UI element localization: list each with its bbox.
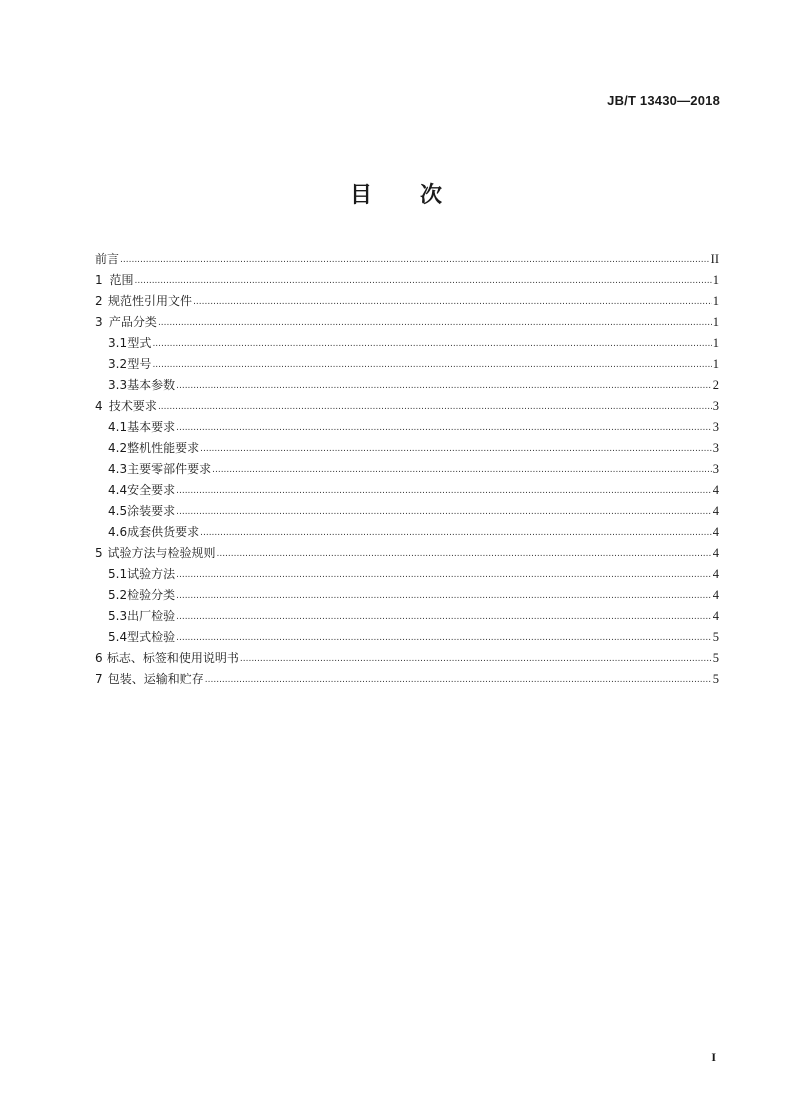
toc-entry-label: 安全要求	[127, 483, 176, 497]
toc-entry-page: 1	[712, 273, 719, 287]
toc-entry[interactable]	[95, 665, 719, 686]
toc-entry-label: 试验方法	[127, 567, 176, 581]
toc-entry[interactable]	[95, 518, 719, 539]
toc-dot-leader	[158, 402, 712, 413]
toc-dot-leader	[176, 381, 712, 392]
toc-entry[interactable]	[95, 371, 719, 392]
toc-entry-page: 4	[712, 525, 719, 539]
toc-entry-page: 4	[712, 567, 719, 581]
toc-dot-leader	[176, 507, 712, 518]
toc-entry-label: 型号	[127, 357, 152, 371]
toc-dot-leader	[176, 612, 712, 623]
toc-entry-number: 1	[95, 273, 103, 287]
toc-dot-leader	[200, 528, 712, 539]
toc-dot-leader	[205, 675, 712, 686]
toc-dot-leader	[120, 255, 710, 266]
toc-entry-number: 3	[95, 315, 103, 329]
toc-entry-number: 3.3	[108, 378, 128, 392]
toc-entry-label: 型式检验	[127, 630, 176, 644]
toc-entry-number: 4	[95, 399, 103, 413]
toc-entry-number: 4.4	[108, 483, 128, 497]
toc-entry-number: 6	[95, 651, 103, 665]
toc-entry[interactable]	[95, 308, 719, 329]
toc-entry-label: 技术要求	[108, 399, 157, 413]
toc-title-char-1: 目	[349, 183, 372, 208]
toc-entry[interactable]	[95, 539, 719, 560]
toc-dot-leader	[176, 570, 712, 581]
toc-title	[0, 178, 792, 209]
toc-entry-label: 出厂检验	[127, 609, 176, 623]
toc-entry-number: 5	[95, 546, 103, 560]
toc-entry[interactable]	[95, 245, 719, 266]
toc-entry-label: 成套供货要求	[127, 525, 200, 539]
toc-entry-number: 4.6	[108, 525, 128, 539]
toc-entry[interactable]	[95, 476, 719, 497]
toc-dot-leader	[176, 486, 712, 497]
toc-entry-page: 4	[712, 609, 719, 623]
toc-entry-page: 1	[712, 315, 719, 329]
toc-dot-leader	[176, 423, 712, 434]
toc-entry[interactable]	[95, 623, 719, 644]
toc-entry[interactable]	[95, 413, 719, 434]
toc-entry-label: 涂装要求	[127, 504, 176, 518]
toc-dot-leader	[212, 465, 712, 476]
toc-entry-label: 基本要求	[127, 420, 176, 434]
toc-entry[interactable]	[95, 581, 719, 602]
toc-dot-leader	[176, 591, 712, 602]
toc-entry-number: 3.2	[108, 357, 128, 371]
toc-entry-label: 整机性能要求	[127, 441, 200, 455]
toc-entry-page: 4	[712, 546, 719, 560]
toc-entry[interactable]	[95, 350, 719, 371]
toc-entry[interactable]	[95, 560, 719, 581]
toc-entry-label: 主要零部件要求	[127, 462, 212, 476]
toc-entry-page: 3	[712, 420, 719, 434]
toc-entry-label: 范围	[109, 273, 134, 287]
toc-entry-label: 基本参数	[127, 378, 176, 392]
toc-entry-number: 5.2	[108, 588, 128, 602]
toc-entry-page: 5	[712, 672, 719, 686]
toc-entry[interactable]	[95, 329, 719, 350]
toc-entry-page: 2	[712, 378, 719, 392]
toc-dot-leader	[158, 318, 712, 329]
toc-entry[interactable]	[95, 392, 719, 413]
toc-entry-number: 4.2	[108, 441, 128, 455]
toc-entry-page: 5	[712, 651, 719, 665]
toc-entry-label: 标志、标签和使用说明书	[106, 651, 239, 665]
toc-entry[interactable]	[95, 287, 719, 308]
toc-entry[interactable]	[95, 497, 719, 518]
toc-entry-page: 5	[712, 630, 719, 644]
toc-entry-number: 4.5	[108, 504, 128, 518]
toc-entry-page: 1	[712, 294, 719, 308]
toc-dot-leader	[240, 654, 712, 665]
toc-entry-label: 型式	[127, 336, 152, 350]
toc-dot-leader	[200, 444, 712, 455]
table-of-contents	[95, 245, 719, 686]
toc-entry-label: 试验方法与检验规则	[107, 546, 216, 560]
toc-entry-page: II	[710, 252, 719, 266]
toc-entry-page: 1	[712, 357, 719, 371]
toc-entry-page: 4	[712, 483, 719, 497]
toc-entry-number: 5.4	[108, 630, 128, 644]
toc-dot-leader	[152, 339, 711, 350]
toc-entry[interactable]	[95, 602, 719, 623]
toc-entry-number: 5.3	[108, 609, 128, 623]
toc-entry-number: 4.1	[108, 420, 128, 434]
toc-entry-number: 3.1	[108, 336, 128, 350]
toc-entry-page: 3	[712, 462, 719, 476]
toc-entry-page: 4	[712, 588, 719, 602]
toc-entry-page: 3	[712, 441, 719, 455]
toc-entry-number: 5.1	[108, 567, 128, 581]
toc-entry[interactable]	[95, 644, 719, 665]
toc-dot-leader	[216, 549, 711, 560]
standard-code: JB/T 13430—2018	[607, 93, 720, 108]
toc-dot-leader	[176, 633, 712, 644]
toc-dot-leader	[152, 360, 711, 371]
toc-entry-page: 3	[712, 399, 719, 413]
toc-entry-label: 产品分类	[108, 315, 157, 329]
toc-entry-page: 1	[712, 336, 719, 350]
toc-entry[interactable]	[95, 266, 719, 287]
toc-entry-number: 4.3	[108, 462, 128, 476]
toc-entry-label: 包装、运输和贮存	[107, 672, 204, 686]
toc-dot-leader	[193, 297, 712, 308]
toc-entry-label: 前言	[95, 252, 120, 266]
toc-entry-number: 7	[95, 672, 103, 686]
toc-entry[interactable]	[95, 455, 719, 476]
toc-entry-label: 规范性引用文件	[108, 294, 193, 308]
page-number: I	[711, 1050, 716, 1064]
toc-entry-label: 检验分类	[127, 588, 176, 602]
toc-entry-number: 2	[95, 294, 103, 308]
toc-title-char-2: 次	[420, 183, 443, 208]
toc-dot-leader	[135, 276, 712, 287]
toc-entry[interactable]	[95, 434, 719, 455]
toc-entry-page: 4	[712, 504, 719, 518]
